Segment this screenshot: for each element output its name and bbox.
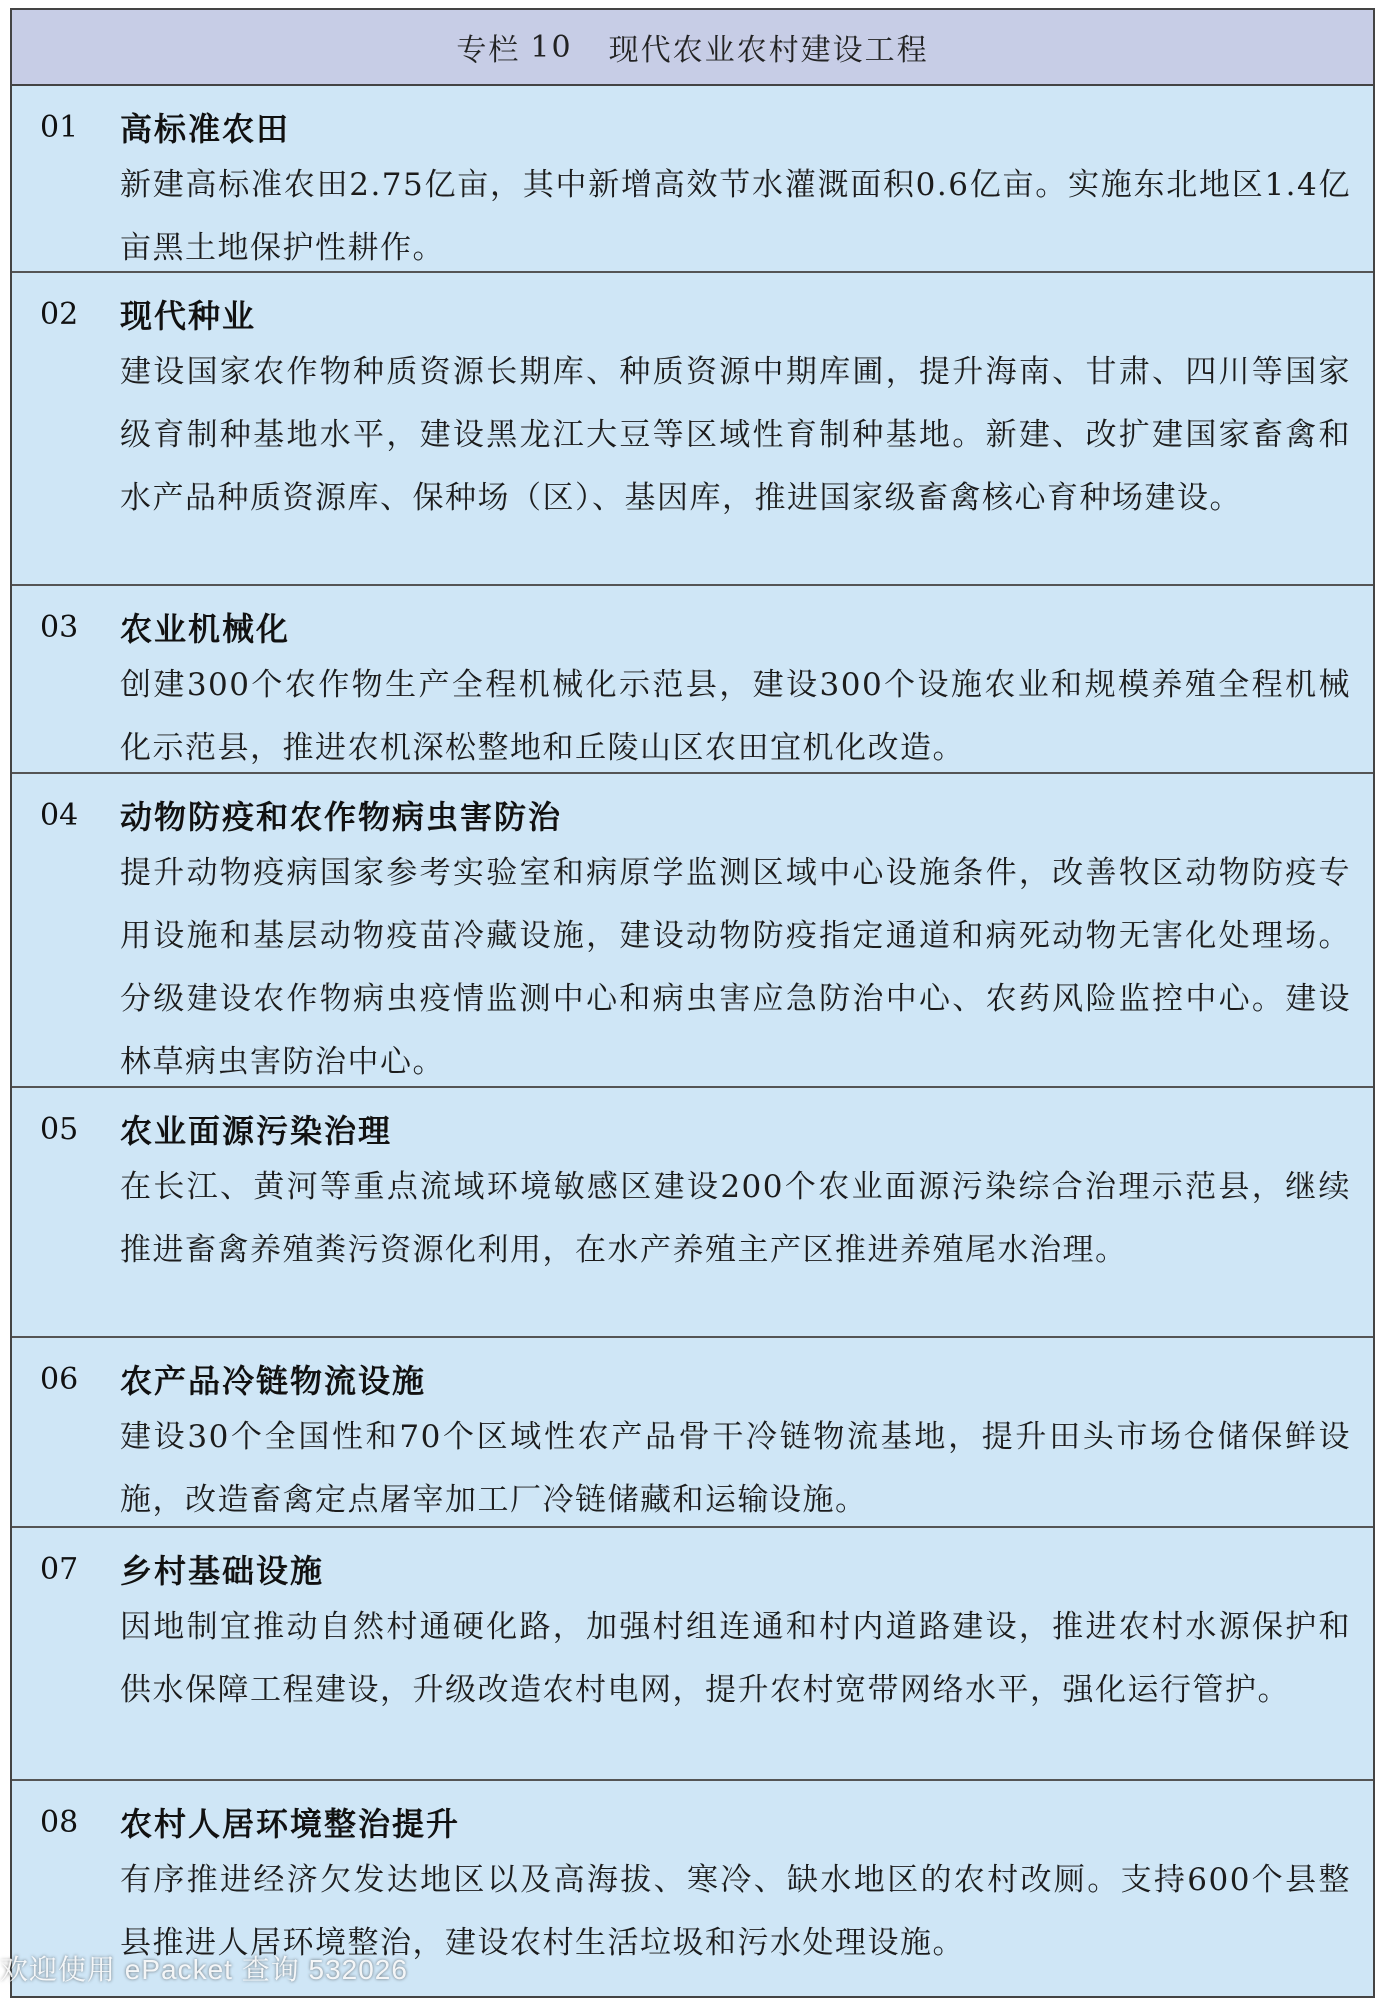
panel-header	[12, 10, 1373, 86]
section-title: 农产品冷链物流设施	[120, 1362, 427, 1400]
column-panel	[10, 8, 1375, 1998]
section-04	[12, 774, 1373, 1088]
section-body: 建设30个全国性和70个区域性农产品骨干冷链物流基地，提升田头市场仓储保鲜设施，改造畜禽定点屠宰加工厂冷链储藏和运输设施。	[120, 1419, 1351, 1518]
section-body: 因地制宜推动自然村通硬化路，加强村组连通和村内道路建设，推进农村水源保护和供水保障工程建设，升级改造农村电网，提升农村宽带网络水平，强化运行管护。	[120, 1609, 1351, 1708]
section-number: 06	[40, 1361, 79, 1397]
section-05	[12, 1088, 1373, 1338]
section-title: 农业机械化	[120, 610, 291, 648]
section-title: 高标准农田	[120, 110, 291, 148]
section-body: 创建300个农作物生产全程机械化示范县，建设300个设施农业和规模养殖全程机械化示范县，推进农机深松整地和丘陵山区农田宜机化改造。	[120, 667, 1351, 766]
section-title: 现代种业	[120, 297, 257, 335]
section-title: 动物防疫和农作物病虫害防治	[120, 798, 563, 836]
watermark-text: 欢迎使用 ePacket 查询 532026	[0, 1954, 408, 1985]
section-number: 08	[40, 1804, 79, 1840]
section-06	[12, 1338, 1373, 1528]
panel-title: 现代农业农村建设工程	[608, 33, 929, 68]
section-number: 07	[40, 1551, 79, 1587]
section-body: 建设国家农作物种质资源长期库、种质资源中期库圃，提升海南、甘肃、四川等国家级育制种基地水平，建设黑龙江大豆等区域性育制种基地。新建、改扩建国家畜禽和水产品种质资源库、保种场（区）、基因库，推进国家级畜禽核心育种场建设。	[120, 354, 1351, 516]
section-body: 在长江、黄河等重点流域环境敏感区建设200个农业面源污染综合治理示范县，继续推进畜禽养殖粪污资源化利用，在水产养殖主产区推进养殖尾水治理。	[120, 1169, 1351, 1268]
section-08	[12, 1781, 1373, 1998]
section-02	[12, 273, 1373, 586]
section-07	[12, 1528, 1373, 1781]
section-title: 农业面源污染治理	[120, 1112, 393, 1150]
section-title: 乡村基础设施	[120, 1552, 325, 1590]
column-number: 10	[530, 29, 573, 65]
section-body: 有序推进经济欠发达地区以及高海拔、寒冷、缺水地区的农村改厕。支持600个县整县推进人居环境整治，建设农村生活垃圾和污水处理设施。	[120, 1862, 1351, 1961]
section-03	[12, 586, 1373, 774]
section-body: 提升动物疫病国家参考实验室和病原学监测区域中心设施条件，改善牧区动物防疫专用设施和基层动物疫苗冷藏设施，建设动物防疫指定通道和病死动物无害化处理场。分级建设农作物病虫疫情监测中心和病虫害应急防治中心、农药风险监控中心。建设林草病虫害防治中心。	[120, 855, 1351, 1080]
section-number: 01	[40, 109, 79, 145]
section-01	[12, 86, 1373, 273]
section-number: 05	[40, 1111, 79, 1147]
section-number: 03	[40, 609, 79, 645]
section-title: 农村人居环境整治提升	[120, 1805, 461, 1843]
section-number: 02	[40, 296, 79, 332]
section-body: 新建高标准农田2.75亿亩，其中新增高效节水灌溉面积0.6亿亩。实施东北地区1.4亿亩黑土地保护性耕作。	[120, 167, 1351, 266]
section-number: 04	[40, 797, 79, 833]
column-label: 专栏	[456, 33, 521, 68]
